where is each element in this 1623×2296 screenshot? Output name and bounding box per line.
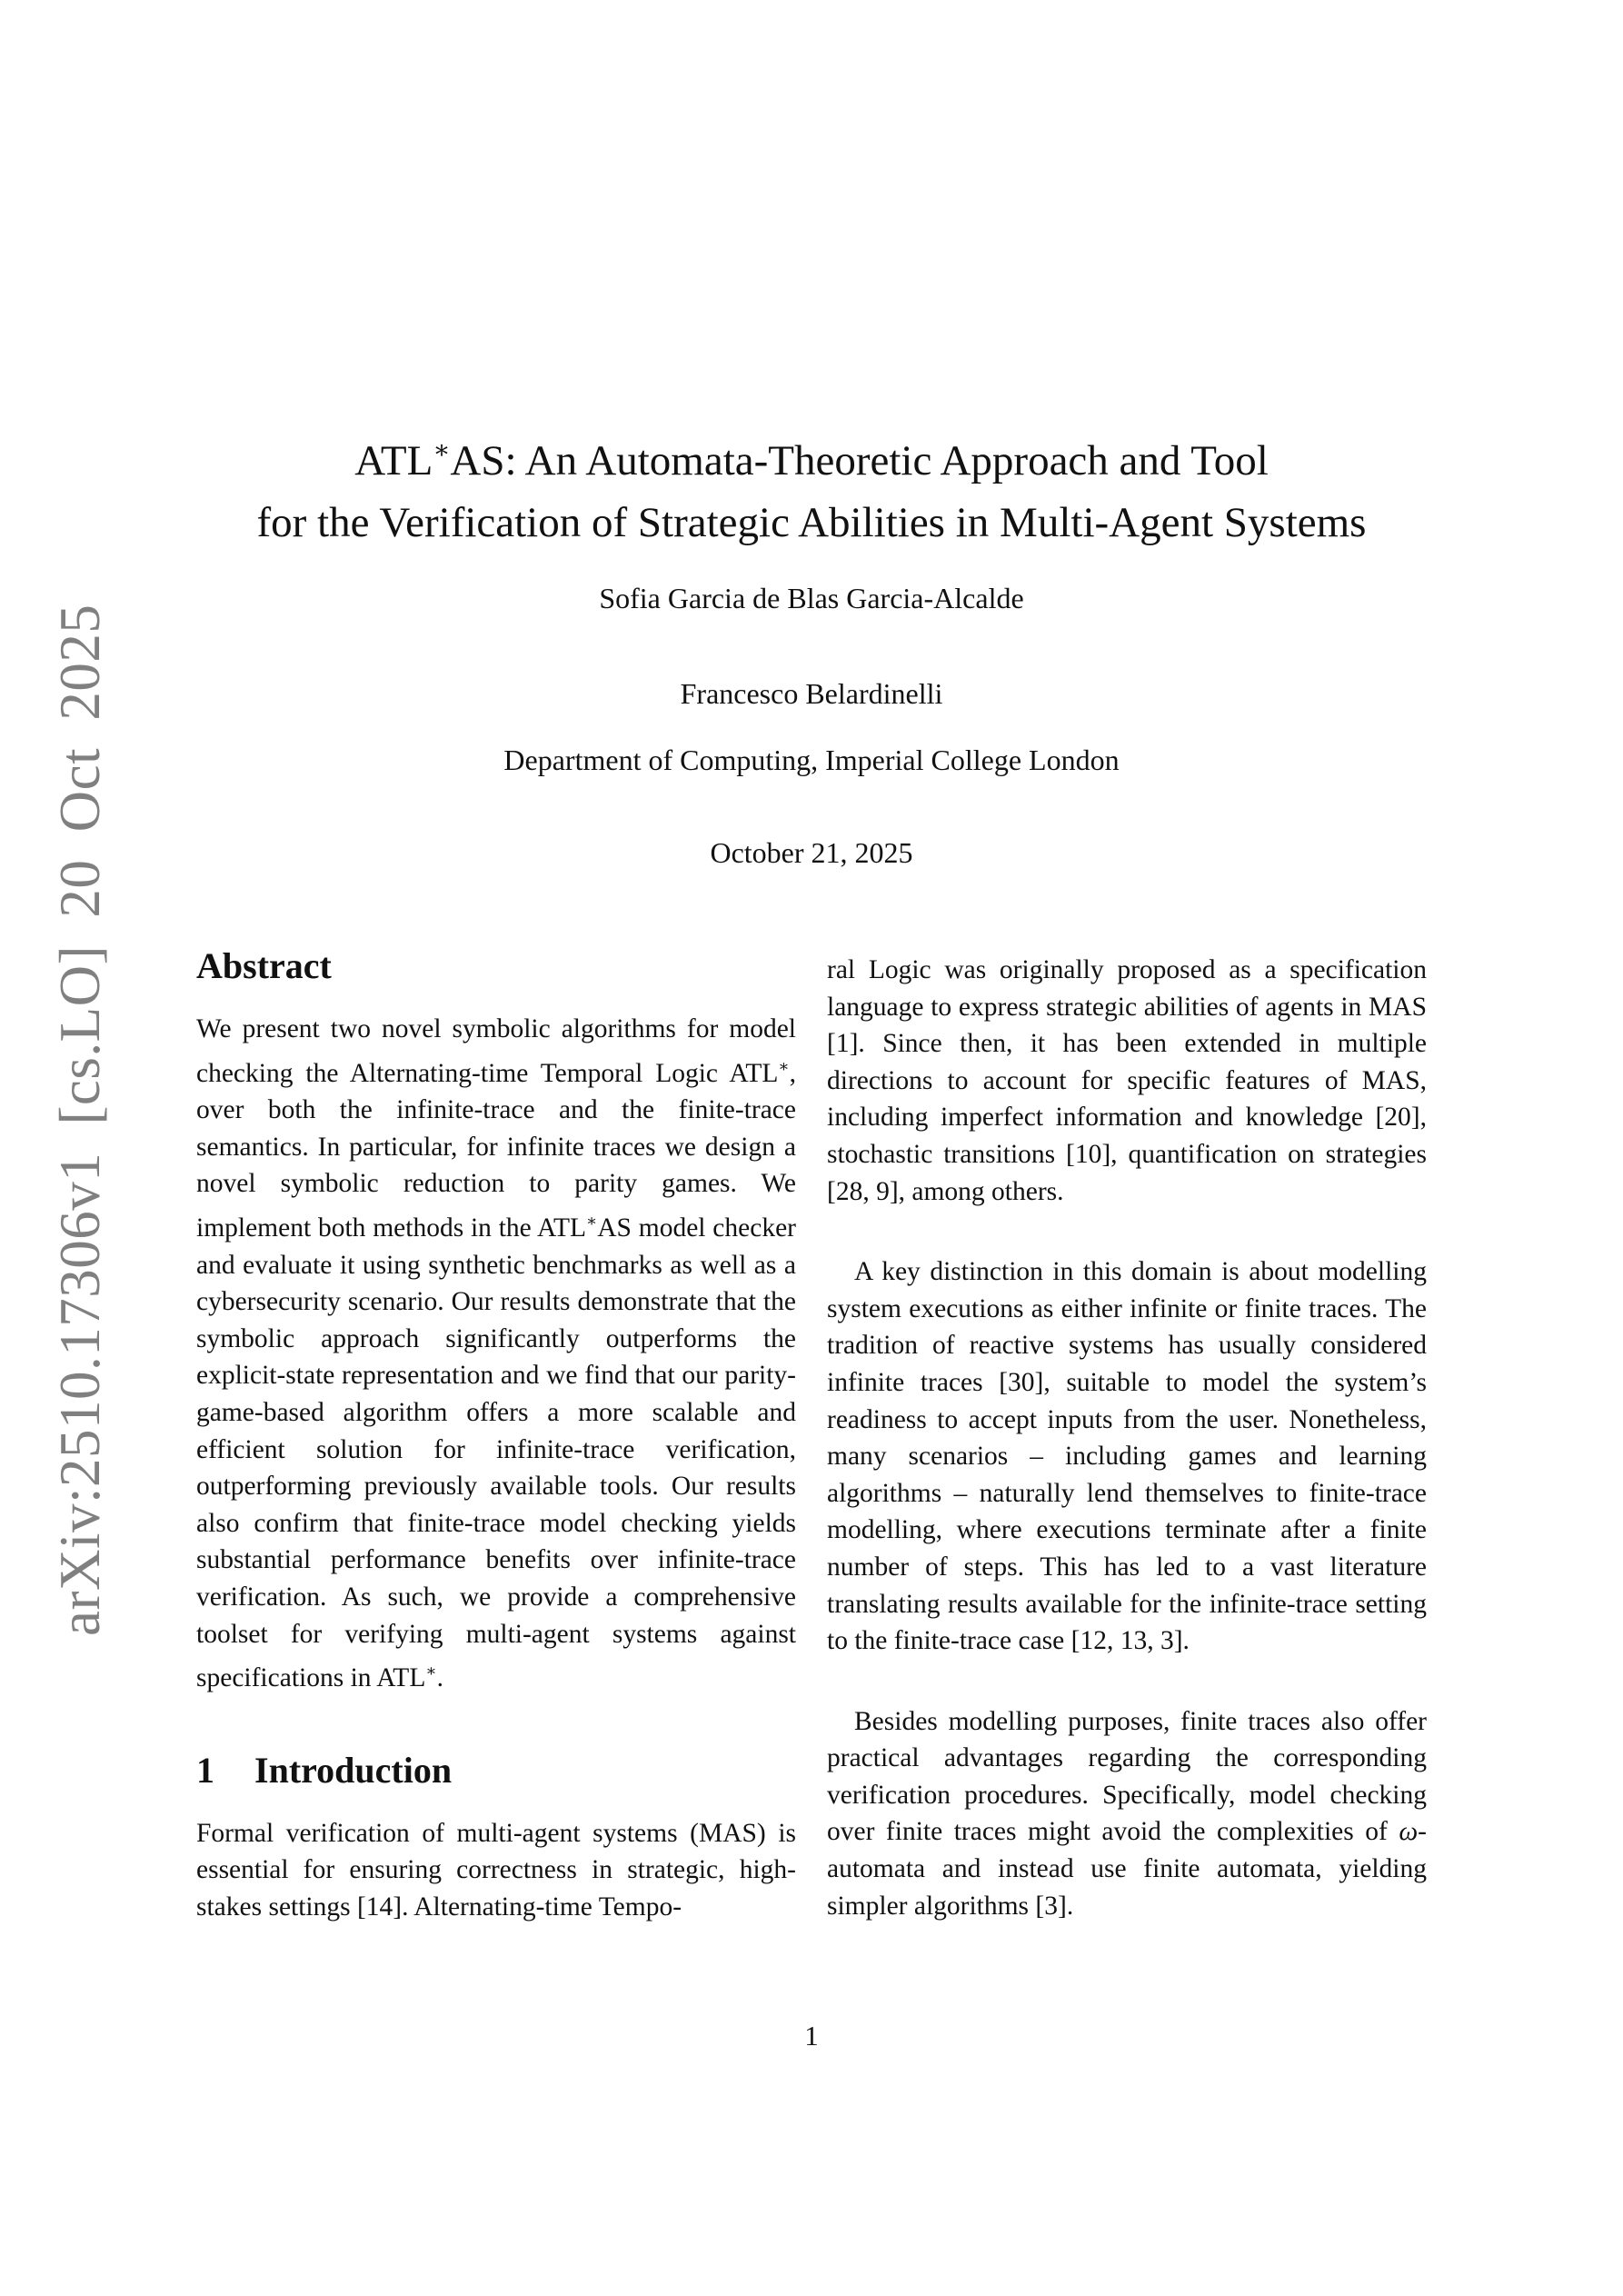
right-column (827, 952, 1427, 1924)
abstract-text: We present two novel symbolic algorithms for model checking the Alternating-time Temporal Logic ATL∗, over both the infinite-trace and the finite-trace semantics. In particular, for infinite traces we design a novel symbolic reduction to parity games. We implement both methods in the ATL∗AS model checker and evaluate it using synthetic benchmarks as well as a cybersecurity scenario. Our results demonstrate that the symbolic approach significantly outperforms the explicit-state representation and we find that our parity-game-based algorithm offers a more scalable and efficient solution for infinite-trace verification, outperforming previously available tools. Our results also confirm that finite-trace model checking yields substantial performance benefits over infinite-trace verification. As such, we provide a comprehensive toolset for verifying multi-agent systems against specifications in ATL∗. (196, 1014, 796, 1693)
paper-title (136, 420, 1487, 554)
abstract-heading: Abstract (196, 945, 332, 986)
publication-date: October 21, 2025 (710, 836, 913, 869)
author-affiliation: Department of Computing, Imperial College London (503, 744, 1120, 776)
intro-paragraph-3: Besides modelling purposes, finite traces also offer practical advantages regarding the corresponding verification procedures. Specifically, model checking over finite traces might avoid the complexities of ω-automata and instead use finite automata, yielding simpler algorithms [3]. (827, 1706, 1427, 1921)
page-number: 1 (804, 2020, 819, 2051)
intro-paragraph-2: A key distinction in this domain is about modelling system executions as either infinite or finite traces. The tradition of reactive systems has usually considered infinite traces [30], suitable to model the system’s readiness to accept inputs from the user. Nonetheless, many scenarios – including games and learning algorithms – naturally lend themselves to finite-trace modelling, where executions terminate after a finite number of steps. This has led to a vast literature translating results available for the infinite-trace setting to the finite-trace case [12, 13, 3]. (827, 1257, 1427, 1656)
arxiv-identifier-stamp: arXiv:2510.17306v1 [cs.LO] 20 Oct 2025 (48, 604, 112, 1636)
intro-paragraph-1-continued: ral Logic was originally proposed as a specification language to express strategic abilities of agents in MAS [1]. Since then, it has been extended in multiple directions to account for specific features of MAS, including imperfect information and knowledge [20], stochastic transitions [10], quantification on strategies [28, 9], among others. (827, 955, 1427, 1206)
left-column (196, 943, 796, 1925)
section-heading-introduction: 1 Introduction (196, 1749, 453, 1791)
intro-paragraph-1-start: Formal verification of multi-agent systems (MAS) is essential for ensuring correctness in strategic, high-stakes settings [14]. Alternating-time Tempo- (196, 1818, 796, 1922)
title-line-2: for the Verification of Strategic Abilities in Multi-Agent Systems (256, 499, 1367, 546)
author-name: Sofia Garcia de Blas Garcia-Alcalde (599, 582, 1024, 614)
author-name: Francesco Belardinelli (680, 677, 943, 710)
title-line-1: ATL∗AS: An Automata-Theoretic Approach and Tool (354, 436, 1269, 484)
